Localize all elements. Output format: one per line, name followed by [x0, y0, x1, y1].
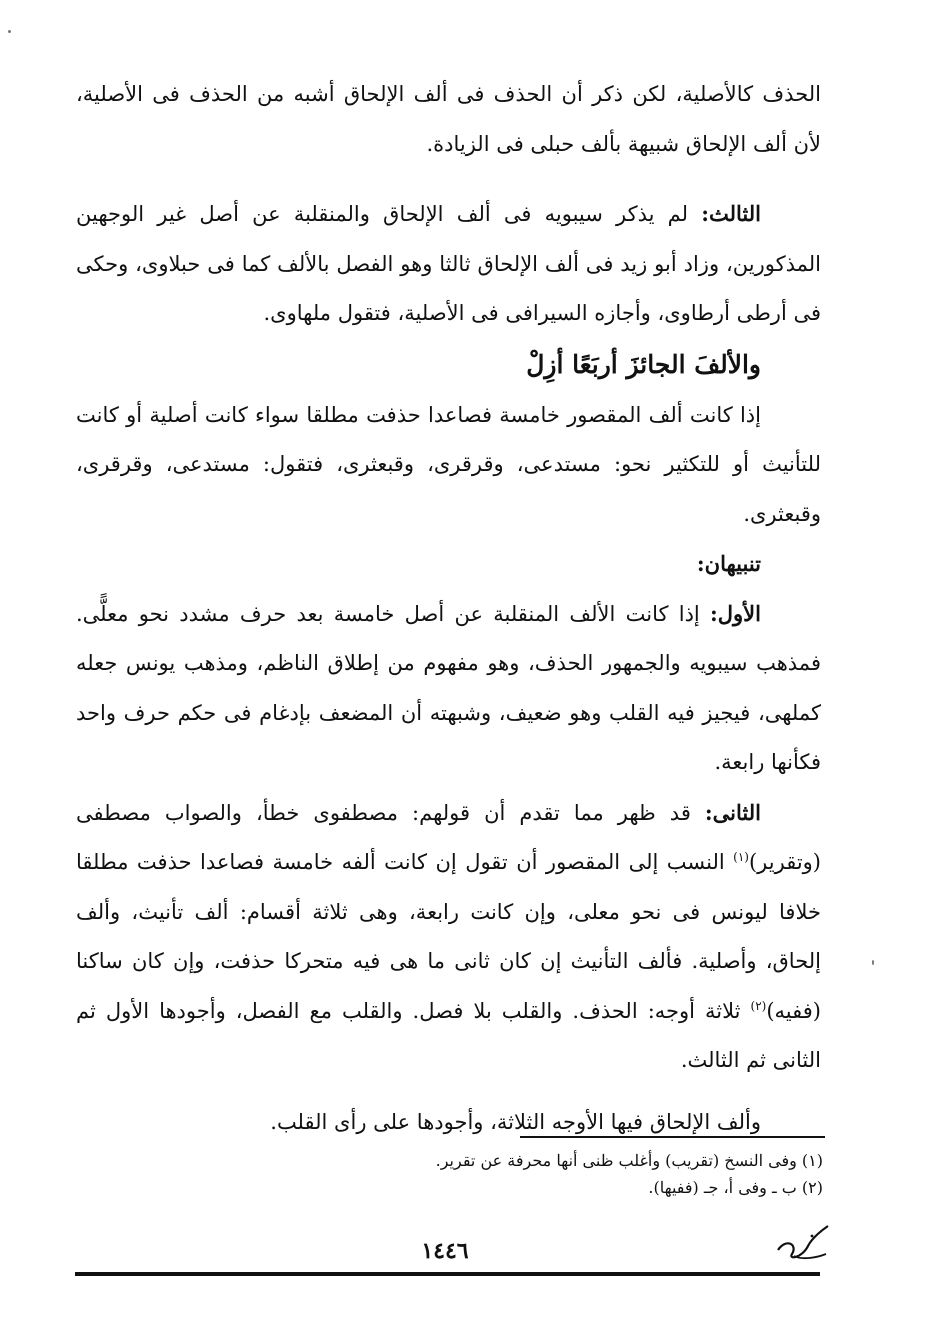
- paragraph-text: لم يذكر سيبويه فى ألف الإلحاق والمنقلبة عن أصل غير الوجهين المذكورين، وزاد أبو زيد فى ألف الإلحاق ثالثا وهو الفصل بالألف كما فى حبلاوى، وحكى فى أرطى أرطاوى، وأجازه السيرافى فى الأصلية، فتقول ملهاوى.: [76, 202, 821, 325]
- footnote-separator: [520, 1136, 825, 1138]
- footnote-2: (٢) ب ـ وفى أ، جـ (ففيها).: [648, 1178, 823, 1197]
- paragraph-lead: الأول:: [710, 600, 761, 626]
- footnote-1: (١) وفى النسخ (تقريب) وأغلب ظنى أنها محرفة عن تقرير.: [435, 1151, 823, 1170]
- section-heading: تنبيهان:: [696, 551, 761, 576]
- scan-speck: [8, 30, 11, 33]
- catchword-mark-icon: [772, 1216, 832, 1266]
- footnotes: [300, 1147, 823, 1201]
- paragraph-commentary: إذا كانت ألف المقصور خامسة فصاعدا حذفت مطلقا سواء كانت أصلية أو كانت للتأنيث أو للتكثير نحو: مستدعى، وقرقرى، وقبعثرى، فتقول: مستدعى، وقرقرى، وقبعثرى.: [76, 402, 821, 526]
- paragraph-second-note: [76, 788, 821, 1086]
- paragraph-continuation: الحذف كالأصلية، لكن ذكر أن الحذف فى ألف الإلحاق أشبه من الحذف فى الأصلية، لأن ألف الإلحاق شبيهة بألف حبلى فى الزيادة.: [76, 82, 821, 156]
- footnote-ref-2: (٢): [750, 998, 767, 1013]
- paragraph-text: إذا كانت الألف المنقلبة عن أصل خامسة بعد حرف مشدد نحو معلًّى. فمذهب سيبويه والجمهور الحذف، وهو مفهوم من إطلاق الناظم، ومذهب يونس جعله كملهى، فيجيز فيه القلب وهو ضعيف، وشبهته أن المضعف بإدغام فى حكم حرف واحد فكأنها رابعة.: [76, 601, 821, 774]
- paragraph-text: قد ظهر مما تقدم أن قولهم: مصطفوى خطأ، والصواب مصطفى (وتقرير): [76, 800, 821, 874]
- paragraph-third: [76, 189, 821, 339]
- paragraph-lead: الثالث:: [701, 201, 761, 226]
- bottom-rule: [75, 1272, 820, 1276]
- verse-line: والألفَ الجائزَ أربَعًا أزِلْ: [526, 349, 761, 379]
- footnote-ref-1: (١): [733, 850, 749, 864]
- page-body: [76, 70, 821, 1147]
- page-number: ١٤٤٦: [421, 1238, 469, 1264]
- paragraph-closing: وألف الإلحاق فيها الأوجه الثلاثة، وأجودها على رأى القلب.: [270, 1109, 761, 1134]
- paragraph-lead: الثانى:: [704, 799, 761, 825]
- paragraph-text: النسب إلى المقصور أن تقول إن كانت ألفه خامسة فصاعدا حذفت مطلقا خلافا ليونس فى نحو معلى، وإن كانت رابعة، وهى ثلاثة أقسام: ألف تأنيث، وألف إلحاق، وأصلية. فألف التأنيث إن كان ثانى ما هى فيه متحركا حذفت، وإن كان ساكنا (ففيه): [76, 850, 821, 1023]
- scan-speck: [872, 960, 874, 965]
- paragraph-text: ثلاثة أوجه: الحذف. والقلب بلا فصل. والقلب مع الفصل، وأجودها الأول ثم الثانى ثم الثالث.: [76, 998, 821, 1072]
- paragraph-first-note: [76, 589, 821, 788]
